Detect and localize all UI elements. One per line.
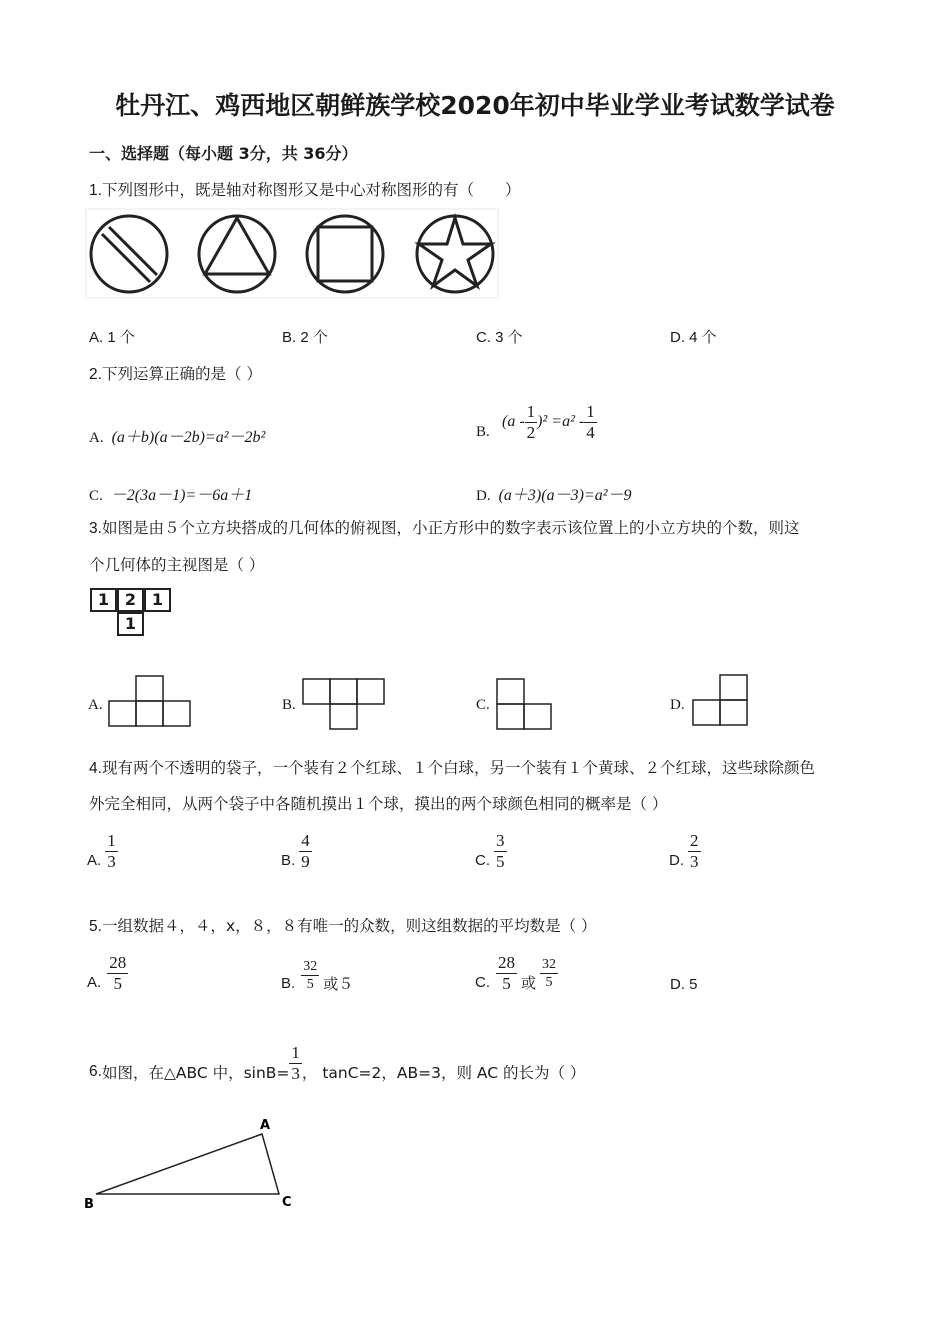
grid-cell: 2 [117, 588, 144, 612]
option-expression-middle: )² =a² - [537, 413, 585, 430]
option-label: D. [669, 851, 684, 869]
option-label: D. [476, 488, 491, 504]
option-fraction: $\frac{28}{5}$ [109, 952, 127, 993]
question-3 [89, 516, 799, 538]
q5-option-a[interactable] [87, 950, 128, 996]
q3-option-c-label[interactable]: C. [476, 697, 490, 713]
question-number: 1. [89, 182, 102, 199]
q1-option-d[interactable]: D. 4 个 [670, 329, 717, 346]
q4-option-b[interactable] [281, 828, 312, 874]
option-label: A. [89, 430, 104, 446]
q3-option-b-label[interactable]: B. [282, 697, 296, 713]
q3-option-c-figure[interactable] [494, 677, 556, 733]
fraction-one-half: $\frac{1}{2}$ [526, 401, 536, 442]
option-label: B. [281, 974, 296, 992]
option-label: A. [87, 851, 102, 869]
option-fraction-2: $\frac{32}{5}$ [542, 956, 557, 990]
question-3-line2: 个几何体的主视图是（ ） [89, 556, 265, 574]
question-4 [89, 756, 815, 778]
question-text-end: ， tanC=2，AB=3，则 AC 的长为（ ） [301, 1064, 586, 1082]
grid-cell: 1 [90, 588, 117, 612]
question-text: 一组数据４，４，x，８，８有唯一的众数，则这组数据的平均数是（ ） [101, 917, 597, 935]
circle-with-star-figure [417, 216, 493, 292]
option-label: C. [89, 488, 103, 504]
question-5 [89, 914, 597, 936]
option-or: 或 [521, 974, 537, 992]
option-tail: 或５ [323, 975, 354, 993]
question-text: 下列运算正确的是（ ） [101, 365, 262, 383]
option-fraction: $\frac{4}{9}$ [301, 830, 310, 871]
q2-option-c[interactable] [89, 482, 252, 505]
q2-option-a[interactable] [89, 424, 265, 447]
circle-with-triangle-figure [199, 216, 275, 292]
q5-option-b[interactable] [281, 952, 353, 998]
option-expression: －2(3a－1)=－6a＋1 [110, 487, 253, 504]
vertex-c-label: C [282, 1195, 292, 1210]
section-heading: 一、选择题（每小题 3分，共 36分） [89, 144, 358, 163]
question-number: 6. [89, 1063, 102, 1080]
q1-option-c[interactable]: C. 3 个 [476, 329, 523, 346]
option-expression-start: (a - [502, 413, 525, 430]
question-number: 2. [89, 366, 102, 383]
question-number: 4. [89, 760, 102, 777]
option-fraction: $\frac{1}{3}$ [107, 830, 116, 871]
q3-option-b-figure[interactable] [300, 677, 388, 733]
option-expression: (a＋b)(a－2b)=a²－2b² [111, 429, 266, 446]
option-label: C. [475, 851, 490, 869]
question-1 [89, 178, 520, 200]
option-expression: (a＋3)(a－3)=a²－9 [498, 487, 632, 504]
triangle-abc-figure [80, 1112, 310, 1217]
option-label: C. [475, 973, 490, 991]
page-title: 牡丹江、鸡西地区朝鲜族学校2020年初中毕业学业考试数学试卷 [115, 91, 835, 120]
grid-cell: 1 [144, 588, 171, 612]
q5-option-d[interactable]: D. 5 [670, 976, 698, 993]
question-text-start: 如图，在△ABC 中，sinB= [101, 1064, 290, 1082]
q4-option-c[interactable] [475, 828, 507, 874]
question-text: 如图是由５个立方块搭成的几何体的俯视图，小正方形中的数字表示该位置上的小立方块的个数，则这 [101, 519, 800, 537]
q1-option-a[interactable]: A. 1 个 [89, 329, 135, 346]
question-text: 下列图形中，既是轴对称图形又是中心对称图形的有（ ） [101, 181, 521, 199]
vertex-a-label: A [260, 1118, 271, 1133]
option-fraction: $\frac{32}{5}$ [303, 958, 318, 992]
q3-option-a-figure[interactable] [106, 674, 194, 730]
top-view-grid [90, 588, 180, 644]
grid-cell: 1 [117, 612, 144, 636]
circle-with-bar-figure [91, 216, 167, 292]
question-number: 5. [89, 918, 102, 935]
q2-option-d[interactable] [476, 482, 632, 505]
question-2 [89, 362, 262, 384]
q1-option-b[interactable]: B. 2 个 [282, 329, 328, 346]
q4-option-a[interactable] [87, 828, 118, 874]
q5-option-c[interactable] [475, 950, 558, 996]
q3-option-d-label[interactable]: D. [670, 697, 685, 713]
vertex-b-label: B [84, 1197, 94, 1212]
fraction-one-quarter: $\frac{1}{4}$ [586, 401, 595, 442]
q3-option-d-figure[interactable] [690, 673, 752, 729]
sin-fraction: $\frac{1}{3}$ [291, 1042, 300, 1083]
question-number: 3. [89, 520, 102, 537]
option-fraction: $\frac{2}{3}$ [690, 830, 699, 871]
question-6 [89, 1040, 585, 1086]
option-fraction-1: $\frac{28}{5}$ [498, 952, 515, 993]
q3-option-a-label[interactable]: A. [88, 697, 103, 713]
question-4-line2: 外完全相同，从两个袋子中各随机摸出１个球，摸出的两个球颜色相同的概率是（ ） [89, 795, 668, 813]
option-label: A. [87, 973, 102, 991]
circle-with-square-figure [307, 216, 383, 292]
option-label: B. [281, 851, 296, 869]
option-label: B. [476, 424, 490, 440]
option-fraction: $\frac{3}{5}$ [496, 830, 505, 871]
q1-figures [85, 208, 500, 300]
question-text: 现有两个不透明的袋子，一个装有２个红球、１个白球，另一个装有１个黄球、２个红球，这些球除颜色 [101, 759, 815, 777]
q4-option-d[interactable] [669, 828, 701, 874]
